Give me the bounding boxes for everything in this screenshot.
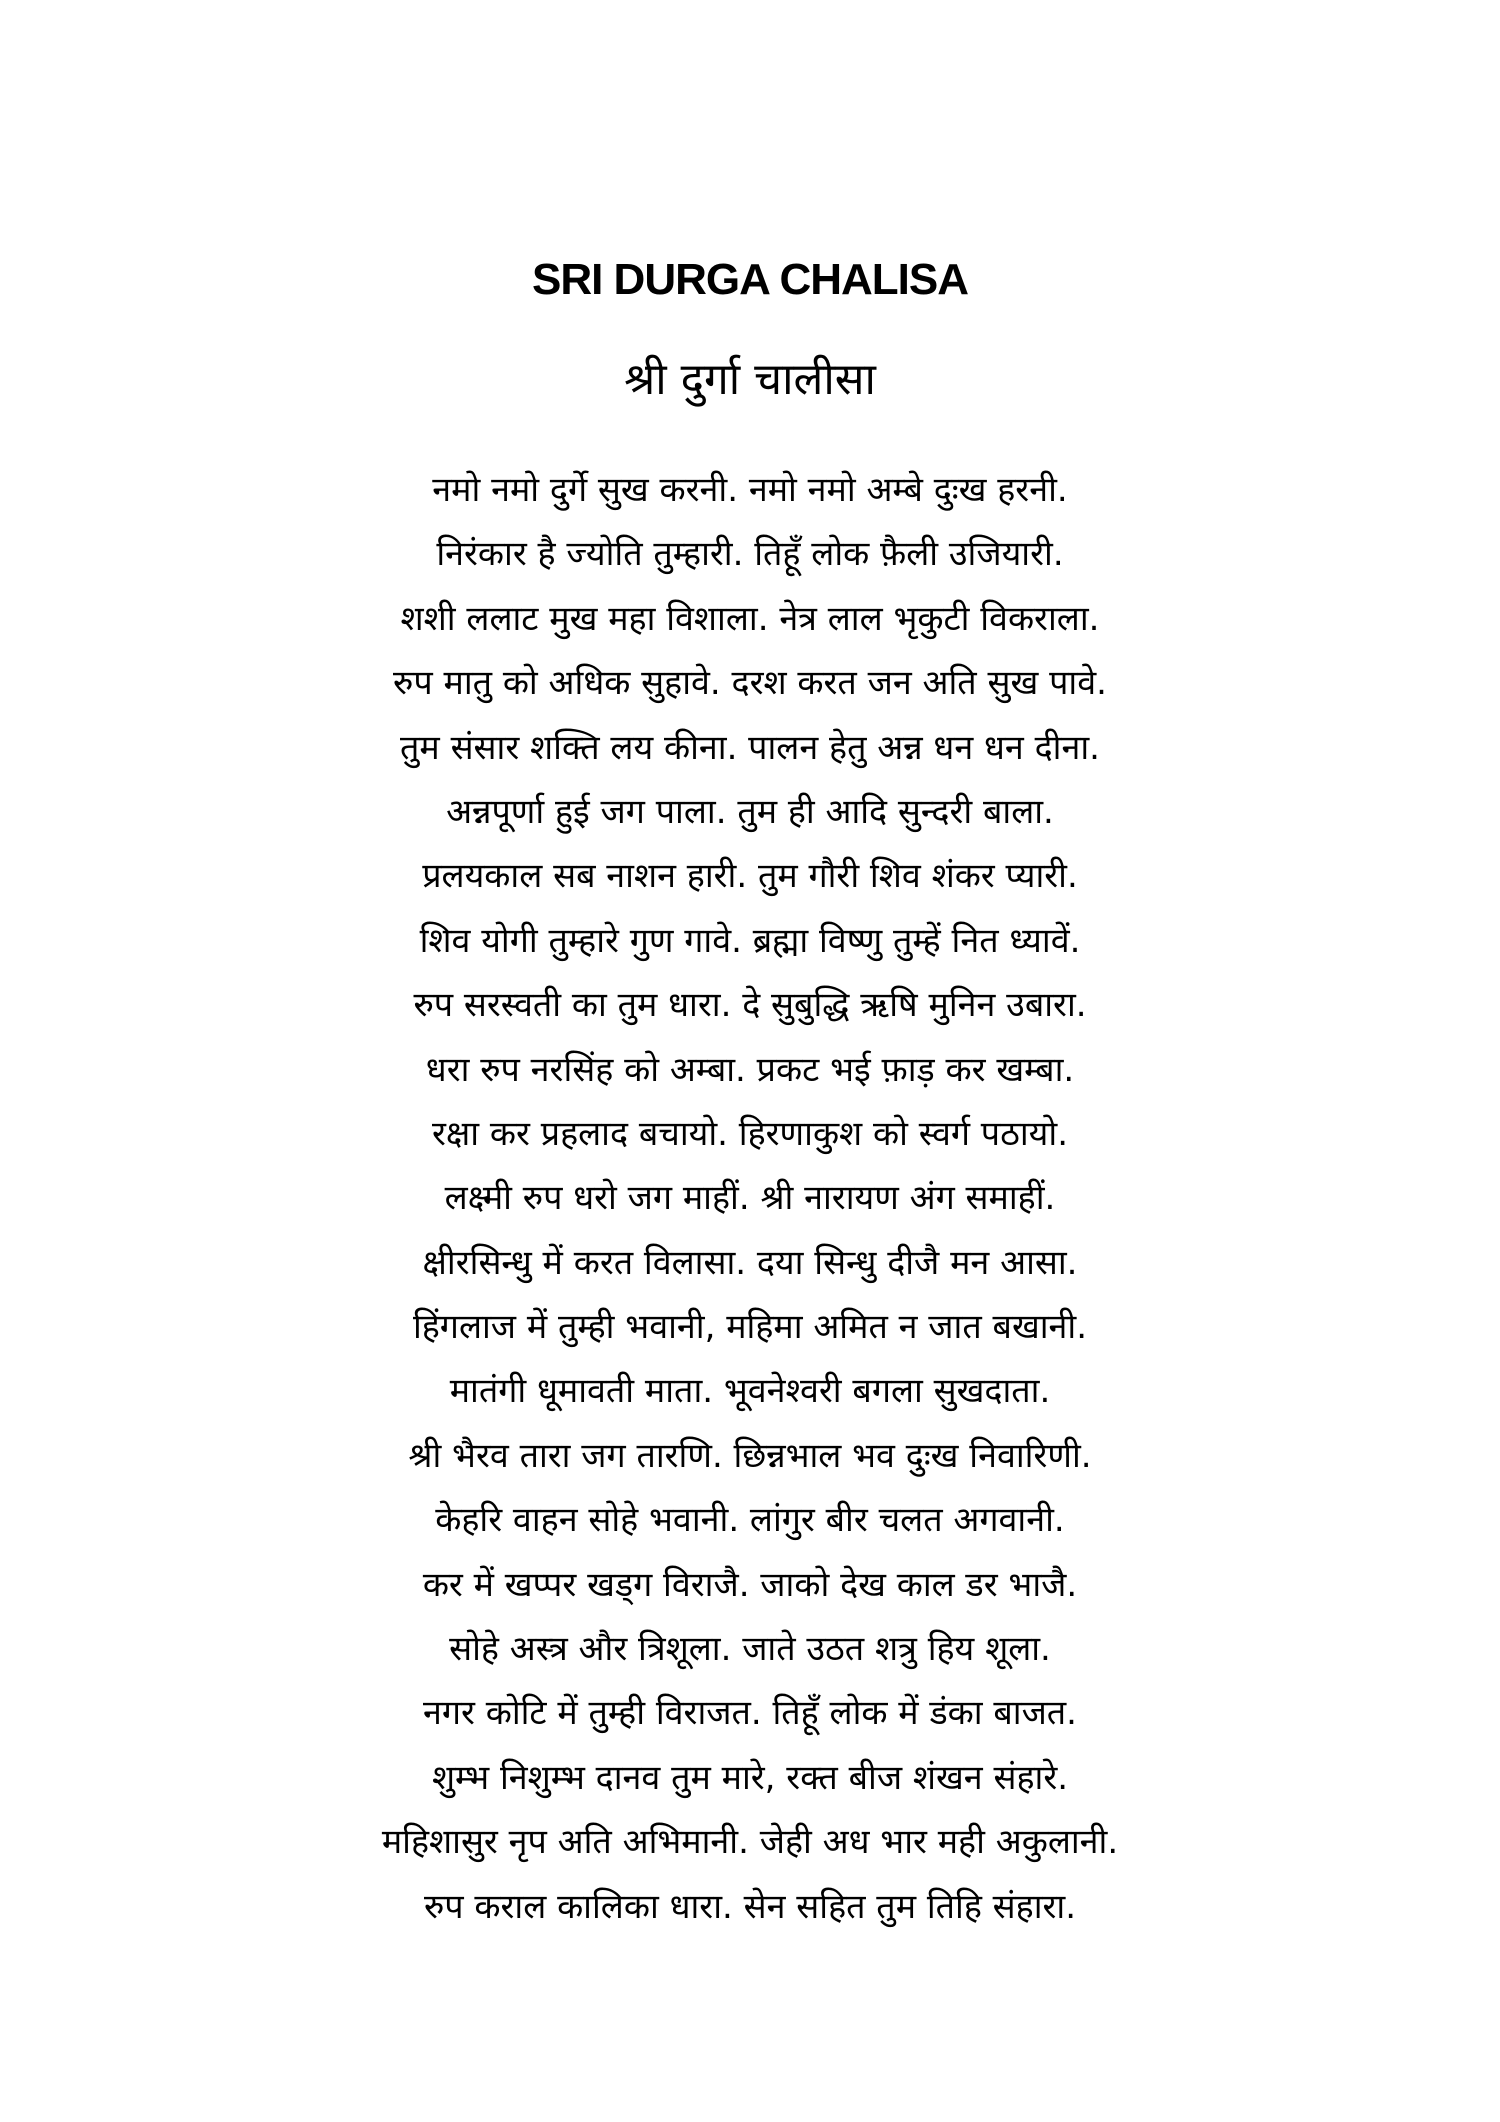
verse-line: लक्ष्मी रुप धरो जग माहीं. श्री नारायण अंग समाहीं.	[444, 1178, 1056, 1219]
verse-line: मातंगी धूमावती माता. भूवनेश्वरी बगला सुखदाता.	[449, 1371, 1051, 1412]
verse-line: महिशासुर नृप अति अभिमानी. जेही अध भार मही अकुलानी.	[381, 1822, 1119, 1863]
verse-list	[0, 458, 1500, 1939]
verse-line: शुम्भ निशुम्भ दानव तुम मारे, रक्त बीज शंखन संहारे.	[431, 1757, 1069, 1798]
document-title: SRI DURGA CHALISA	[531, 255, 969, 304]
verse-line: रुप सरस्वती का तुम धारा. दे सुबुद्धि ऋषि मुनिन उबारा.	[413, 985, 1087, 1026]
verse-line: प्रलयकाल सब नाशन हारी. तुम गौरी शिव शंकर प्यारी.	[422, 856, 1078, 897]
verse-line: रक्षा कर प्रहलाद बचायो. हिरणाकुश को स्वर्ग पठायो.	[432, 1113, 1068, 1154]
verse-line: अन्नपूर्णा हुई जग पाला. तुम ही आदि सुन्दरी बाला.	[446, 791, 1054, 832]
verse-line: श्री भैरव तारा जग तारणि. छिन्नभाल भव दुःख निवारिणी.	[408, 1435, 1092, 1476]
verse-line: केहरि वाहन सोहे भवानी. लांगुर बीर चलत अगवानी.	[435, 1500, 1065, 1541]
verse-line: कर में खप्पर खड्ग विराजै. जाको देख काल डर भाजै.	[422, 1564, 1078, 1605]
verse-line: रुप मातु को अधिक सुहावे. दरश करत जन अति सुख पावे.	[393, 663, 1107, 704]
verse-line: निरंकार है ज्योति तुम्हारी. तिहूँ लोक फ़ैली उजियारी.	[436, 534, 1064, 575]
verse-line: तुम संसार शक्ति लय कीना. पालन हेतु अन्न धन धन दीना.	[400, 727, 1100, 768]
verse-line: हिंगलाज में तुम्ही भवानी, महिमा अमित न जात बखानी.	[412, 1307, 1088, 1348]
document-subtitle: श्री दुर्गा चालीसा	[624, 354, 876, 405]
verse-line: शशी ललाट मुख महा विशाला. नेत्र लाल भृकुटी विकराला.	[400, 598, 1100, 639]
verse-line: धरा रुप नरसिंह को अम्बा. प्रकट भई फ़ाड़ कर खम्बा.	[425, 1049, 1075, 1090]
verse-line: नगर कोटि में तुम्ही विराजत. तिहूँ लोक में डंका बाजत.	[422, 1693, 1077, 1734]
verse-line: क्षीरसिन्धु में करत विलासा. दया सिन्धु दीजै मन आसा.	[422, 1242, 1078, 1283]
verse-line: सोहे अस्त्र और त्रिशूला. जाते उठत शत्रु हिय शूला.	[449, 1629, 1051, 1670]
verse-line: शिव योगी तुम्हारे गुण गावे. ब्रह्मा विष्णु तुम्हें नित ध्यावें.	[419, 920, 1081, 961]
verse-line: नमो नमो दुर्गे सुख करनी. नमो नमो अम्बे दुःख हरनी.	[432, 470, 1068, 510]
verse-line: रुप कराल कालिका धारा. सेन सहित तुम तिहि संहारा.	[423, 1886, 1077, 1927]
